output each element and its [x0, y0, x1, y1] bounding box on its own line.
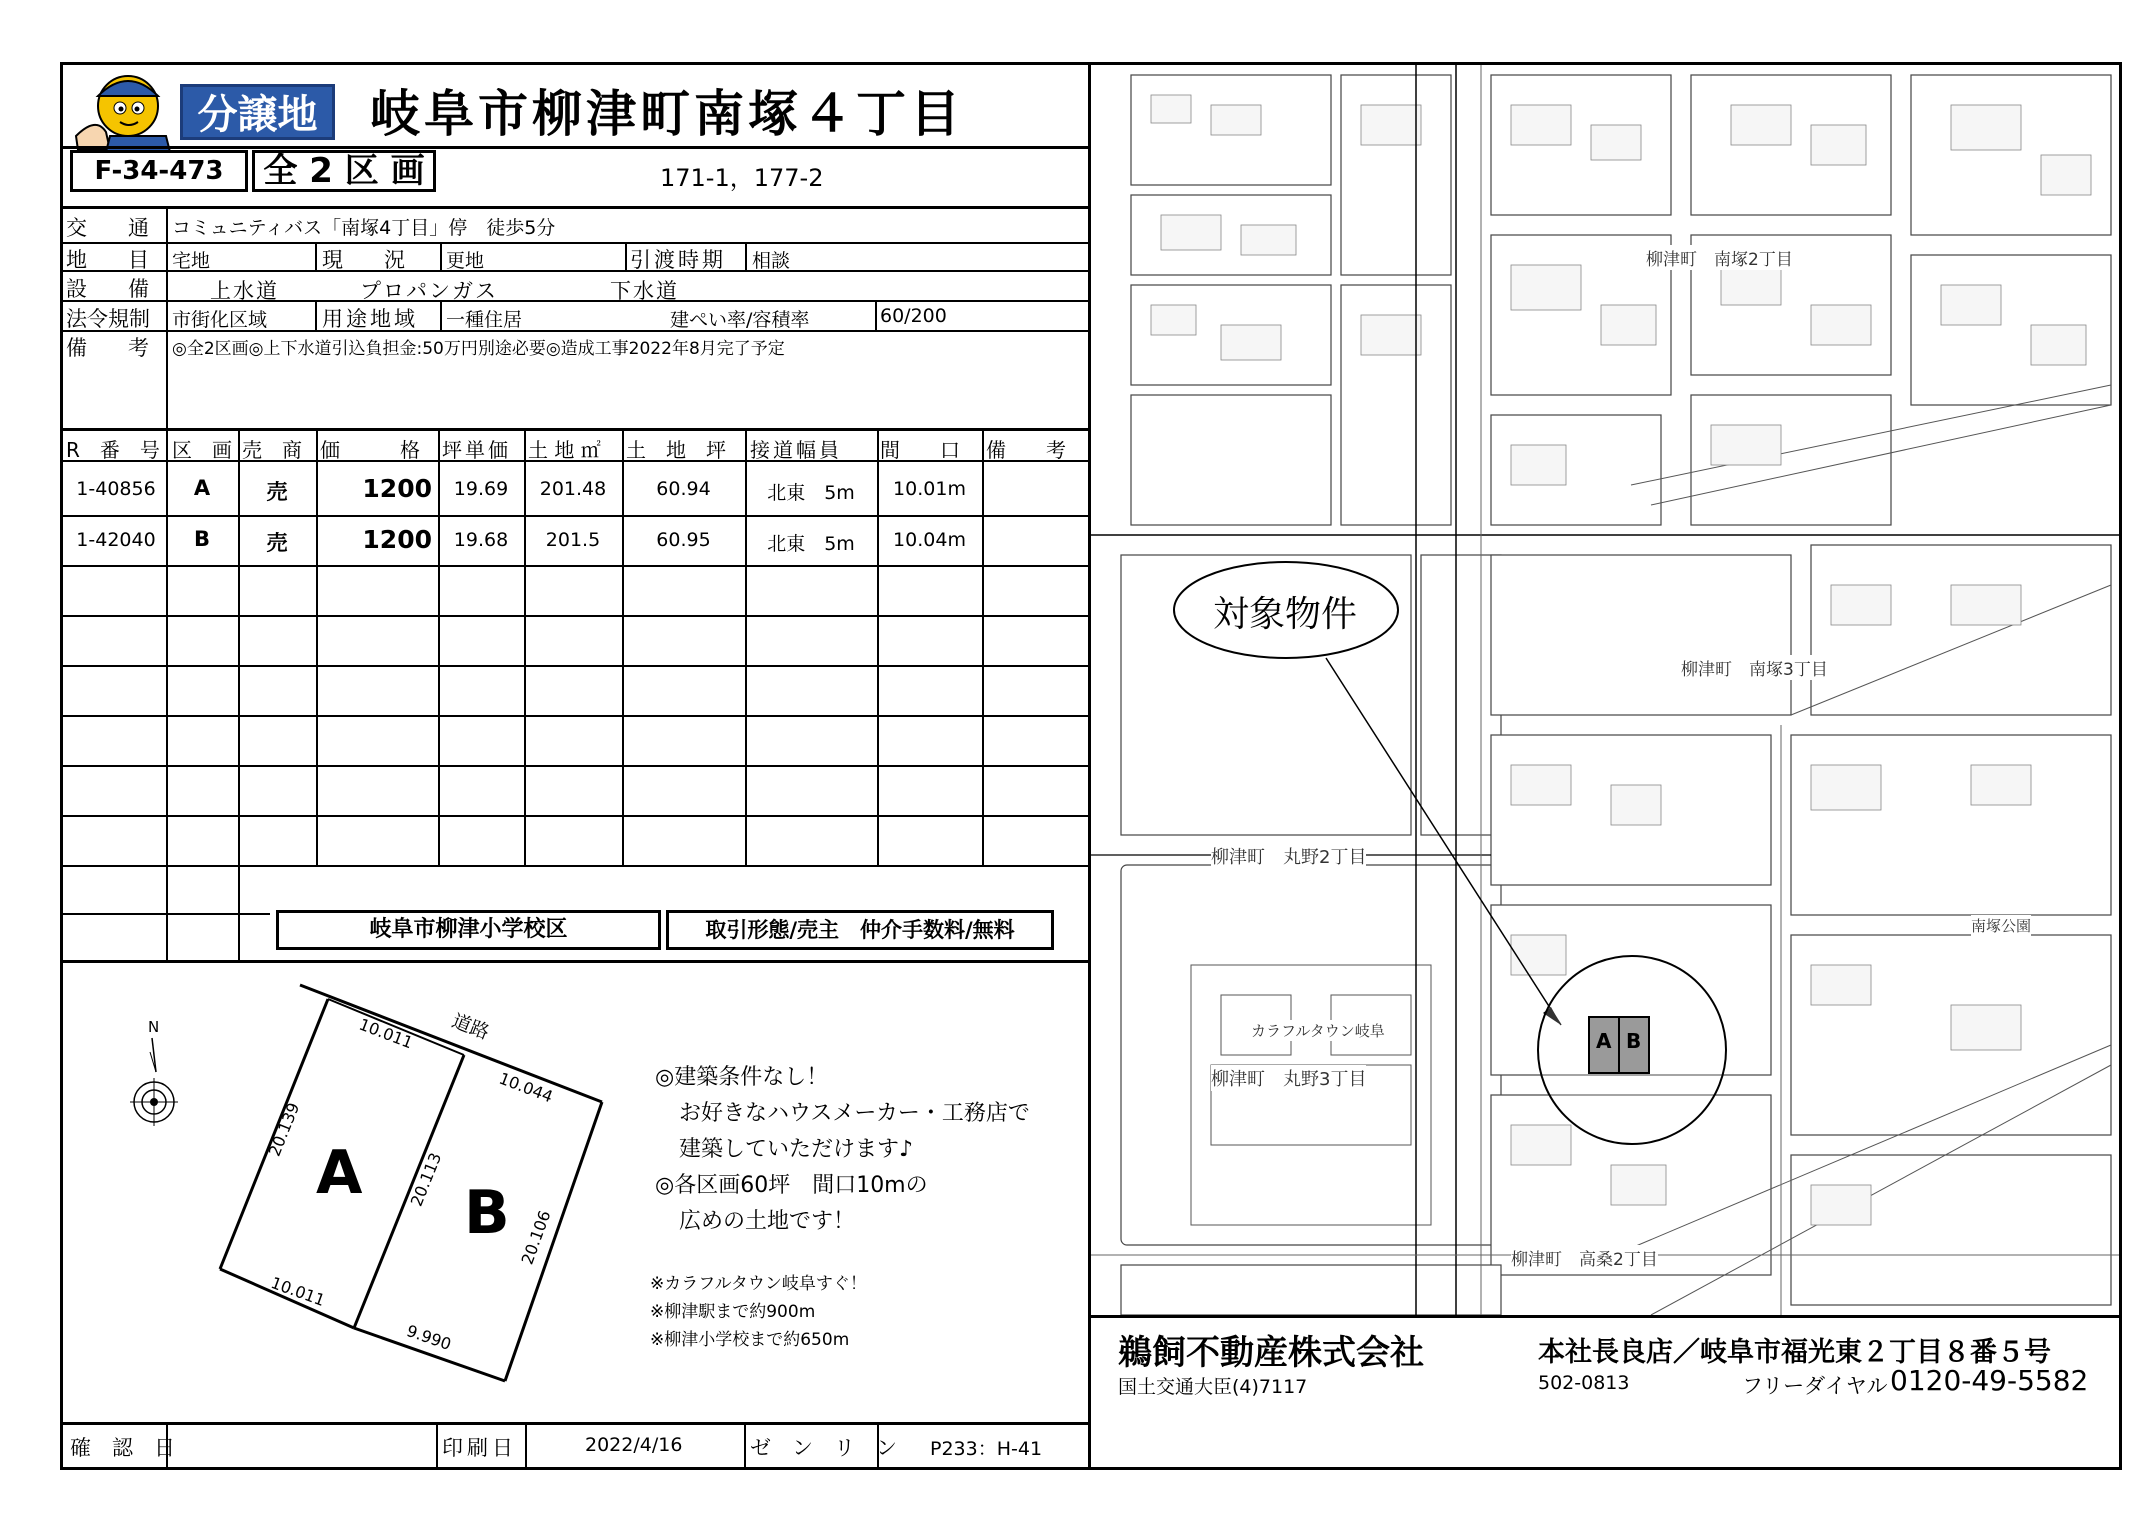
table-cell: 売 — [266, 480, 288, 504]
gas-value: プロパンガス — [360, 279, 498, 303]
company-license: 国土交通大臣(4)7117 — [1118, 1376, 1308, 1398]
water-value: 上水道 — [210, 279, 279, 303]
access-label: 交 通 — [66, 216, 159, 240]
divider — [60, 146, 1090, 149]
divider — [982, 428, 984, 865]
map-label: 柳津町 南塚2丁目 — [1646, 245, 1793, 270]
divider — [315, 242, 317, 270]
dim-label: 20.113 — [406, 1149, 446, 1210]
divider — [60, 515, 1090, 517]
lot-numbers: 171-1，177-2 — [660, 164, 824, 192]
company-zip: 502-0813 — [1538, 1372, 1630, 1394]
use-value: 一種住居 — [446, 309, 523, 331]
map-lot-a: A — [1596, 1029, 1612, 1053]
compass-icon — [126, 1034, 182, 1134]
dim-label: 9.990 — [404, 1321, 454, 1354]
remarks-value: ◎全2区画◎上下水道引込負担金:50万円別途必要◎造成工事2022年8月完了予定 — [172, 339, 785, 359]
th-m2: 土 地 ㎡ — [528, 438, 601, 462]
divider — [525, 1422, 527, 1470]
th-tsubo-price: 坪単価 — [442, 438, 511, 462]
confirm-label: 確 認 日 — [70, 1436, 175, 1460]
divider — [60, 615, 1090, 617]
table-cell: 201.5 — [545, 529, 601, 551]
map-source: ゼ ン リ ン — [750, 1436, 897, 1460]
print-date: 2022/4/16 — [585, 1434, 683, 1456]
table-cell: 北東 5m — [767, 533, 855, 555]
divider — [60, 865, 1090, 867]
divider — [315, 300, 317, 330]
divider — [1088, 1315, 2122, 1318]
table-cell: 60.95 — [656, 529, 711, 551]
table-cell: 10.04m — [893, 529, 966, 551]
map-label: 柳津町 南塚3丁目 — [1681, 655, 1828, 680]
map-page: P233：H-41 — [930, 1438, 1043, 1460]
dim-label: 10.044 — [496, 1068, 556, 1107]
table-cell: 1-40856 — [76, 478, 156, 500]
dim-label: 10.011 — [356, 1014, 416, 1053]
divider — [436, 1422, 438, 1470]
divider — [875, 300, 877, 330]
feature-list — [655, 1060, 1030, 1240]
divider — [60, 206, 1090, 209]
th-tsubo: 土 地 坪 — [626, 438, 726, 462]
handover-value: 相談 — [752, 250, 791, 272]
table-cell: 60.94 — [656, 478, 711, 500]
road-label: 道路 — [448, 1009, 493, 1044]
feature-item: 広めの土地です！ — [679, 1209, 856, 1234]
print-label: 印刷日 — [442, 1436, 517, 1460]
school-district: 岐阜市柳津小学校区 — [276, 910, 661, 950]
company-branch: 本社長良店／岐阜市福光東２丁目８番５号 — [1538, 1337, 2051, 1368]
table-cell: 1200 — [362, 525, 432, 554]
divider — [166, 428, 168, 960]
sewer-value: 下水道 — [610, 279, 679, 303]
map-label: 柳津町 高桑2丁目 — [1511, 1245, 1658, 1270]
divider — [238, 428, 240, 960]
divider — [60, 665, 1090, 667]
th-lot: 区 画 — [172, 438, 232, 462]
table-cell: 北東 5m — [767, 482, 855, 504]
feature-item: お好きなハウスメーカー・工務店で — [679, 1101, 1030, 1126]
map-label: カラフルタウン岐阜 — [1251, 1022, 1385, 1040]
table-cell: 売 — [266, 531, 288, 555]
th-frontage: 間 口 — [880, 438, 960, 462]
ratio-value: 60/200 — [880, 305, 947, 327]
divider — [60, 765, 1090, 767]
th-price: 価 格 — [320, 438, 420, 462]
law-label: 法令規制 — [66, 307, 150, 331]
table-cell: 1-42040 — [76, 529, 156, 551]
mascot-icon — [66, 66, 176, 154]
feature-item: 建築していただけます♪ — [679, 1137, 914, 1162]
th-type: 売 商 — [242, 438, 302, 462]
lot-b-label: B — [464, 1178, 510, 1248]
freedial-number: 0120-49-5582 — [1890, 1364, 2089, 1397]
divider — [60, 565, 1090, 567]
table-cell: 10.01m — [893, 478, 966, 500]
location-map — [1091, 65, 2119, 1315]
divider — [745, 242, 747, 270]
divider — [440, 242, 442, 270]
note-item: ※柳津小学校まで約650m — [650, 1330, 850, 1350]
north-label: N — [148, 1018, 160, 1036]
divider — [166, 206, 168, 428]
map-lot-b: B — [1626, 1029, 1642, 1053]
divider — [60, 715, 1090, 717]
th-road: 接道幅員 — [750, 438, 842, 462]
table-cell: 201.48 — [539, 478, 607, 500]
table-cell: 19.68 — [453, 529, 509, 551]
map-label: 柳津町 丸野3丁目 — [1211, 1065, 1366, 1091]
map-streets — [1091, 65, 2119, 1315]
divider — [60, 428, 1090, 431]
property-code: F-34-473 — [70, 150, 248, 192]
handover-label: 引渡時期 — [630, 248, 726, 272]
table-cell: 19.69 — [453, 478, 509, 500]
map-label: 南塚公園 — [1971, 917, 2032, 935]
page-title: 岐阜市柳津町南塚４丁目 — [370, 85, 964, 143]
facility-label: 設 備 — [66, 277, 159, 301]
freedial-label: フリーダイヤル — [1742, 1374, 1888, 1398]
company-name: 鵜飼不動産株式会社 — [1118, 1333, 1424, 1373]
use-label: 用途地域 — [322, 307, 418, 331]
table-cell: 1200 — [362, 474, 432, 503]
note-item: ※カラフルタウン岐阜すぐ！ — [650, 1274, 867, 1294]
land-label: 地 目 — [66, 248, 159, 272]
dim-label: 10.011 — [268, 1272, 328, 1311]
access-value: コミュニティバス「南塚4丁目」停 徒歩5分 — [172, 217, 556, 239]
feature-item: ◎各区画60坪 間口10mの — [655, 1173, 928, 1198]
divider — [60, 815, 1090, 817]
divider — [625, 242, 627, 270]
deal-terms: 取引形態/売主 仲介手数料/無料 — [666, 910, 1054, 950]
lot-a-label: A — [316, 1138, 363, 1208]
map-label: 柳津町 丸野2丁目 — [1211, 843, 1366, 869]
current-value: 更地 — [446, 250, 485, 272]
subdivision-badge: 分譲地 — [180, 84, 335, 140]
th-r-number: R 番 号 — [66, 438, 160, 462]
divider — [60, 270, 1090, 272]
dim-label: 20.106 — [517, 1207, 555, 1268]
lots-total: 全 2 区 画 — [252, 150, 436, 192]
current-label: 現 況 — [322, 248, 415, 272]
remarks-label: 備 考 — [66, 336, 159, 360]
divider — [60, 1422, 1090, 1425]
th-note: 備 考 — [986, 438, 1066, 462]
zone-value: 市街化区域 — [172, 309, 268, 331]
ratio-label: 建ぺい率/容積率 — [670, 309, 810, 331]
table-cell: A — [193, 476, 211, 500]
dim-label: 20.139 — [264, 1099, 304, 1160]
divider — [60, 242, 1090, 244]
notes-list — [650, 1270, 867, 1354]
note-item: ※柳津駅まで約900m — [650, 1302, 816, 1322]
land-value: 宅地 — [172, 250, 211, 272]
feature-item: ◎建築条件なし！ — [655, 1065, 829, 1090]
target-callout: 対象物件 — [1213, 594, 1358, 635]
divider — [744, 1422, 746, 1470]
table-cell: B — [193, 527, 210, 551]
